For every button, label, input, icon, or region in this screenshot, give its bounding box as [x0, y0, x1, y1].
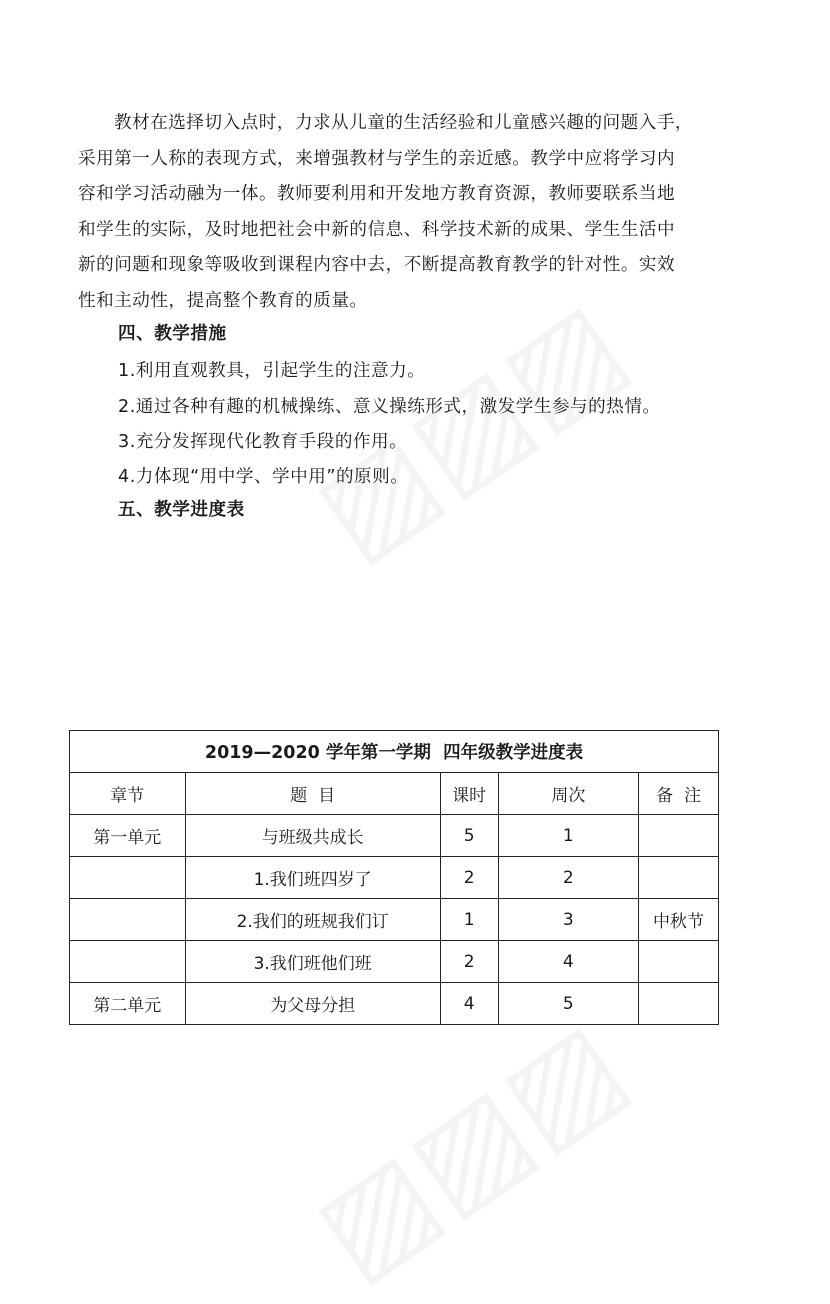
measure-item: 2.通过各种有趣的机械操练、意义操练形式，激发学生参与的热情。	[118, 397, 661, 417]
table-row	[70, 815, 719, 857]
section-heading-measures: 四、教学措施	[118, 324, 227, 344]
schedule-table	[69, 730, 719, 1025]
paragraph-line: 采用第一人称的表现方式，来增强教材与学生的亲近感。教学中应将学习内	[78, 148, 676, 169]
cell-notes: 中秋节	[639, 899, 719, 941]
header-chapter: 章节	[70, 773, 186, 815]
header-periods: 课时	[440, 773, 498, 815]
measure-item: 4.力体现“用中学、学中用”的原则。	[118, 467, 409, 487]
cell-periods: 2	[440, 857, 498, 899]
cell-week: 3	[498, 899, 639, 941]
table-row	[70, 941, 719, 983]
cell-week: 5	[498, 983, 639, 1025]
intro-paragraph	[78, 106, 768, 319]
cell-week: 4	[498, 941, 639, 983]
cell-chapter: 第一单元	[70, 815, 186, 857]
cell-week: 1	[498, 815, 639, 857]
cell-topic: 为父母分担	[185, 983, 440, 1025]
cell-notes	[639, 857, 719, 899]
cell-topic: 3.我们班他们班	[185, 941, 440, 983]
cell-topic: 与班级共成长	[185, 815, 440, 857]
table-row	[70, 983, 719, 1025]
watermark	[291, 995, 649, 1304]
header-notes: 备 注	[639, 773, 719, 815]
cell-chapter	[70, 941, 186, 983]
cell-periods: 1	[440, 899, 498, 941]
section-heading-schedule: 五、教学进度表	[118, 500, 245, 520]
measure-item: 1.利用直观教具，引起学生的注意力。	[118, 361, 426, 381]
cell-chapter: 第二单元	[70, 983, 186, 1025]
paragraph-line: 和学生的实际，及时地把社会中新的信息、科学技术新的成果、学生生活中	[78, 219, 676, 240]
table-title: 2019—2020 学年第一学期 四年级教学进度表	[70, 731, 719, 773]
paragraph-line: 教材在选择切入点时，力求从儿童的生活经验和儿童感兴趣的问题入手，	[114, 113, 694, 133]
header-week: 周次	[498, 773, 639, 815]
header-topic: 题 目	[185, 773, 440, 815]
paragraph-line: 容和学习活动融为一体。教师要利用和开发地方教育资源，教师要联系当地	[78, 184, 676, 204]
cell-notes	[639, 815, 719, 857]
cell-chapter	[70, 899, 186, 941]
cell-topic: 2.我们的班规我们订	[185, 899, 440, 941]
measure-item: 3.充分发挥现代化教育手段的作用。	[118, 432, 408, 452]
table-row	[70, 857, 719, 899]
cell-week: 2	[498, 857, 639, 899]
paragraph-line: 性和主动性，提高整个教育的质量。	[78, 290, 368, 311]
table-title-row	[70, 731, 719, 773]
paragraph-line: 新的问题和现象等吸收到课程内容中去，不断提高教育教学的针对性。实效	[78, 255, 676, 275]
table-row	[70, 899, 719, 941]
cell-periods: 5	[440, 815, 498, 857]
cell-periods: 4	[440, 983, 498, 1025]
cell-notes	[639, 941, 719, 983]
cell-topic: 1.我们班四岁了	[185, 857, 440, 899]
cell-chapter	[70, 857, 186, 899]
cell-notes	[639, 983, 719, 1025]
table-header-row	[70, 773, 719, 815]
cell-periods: 2	[440, 941, 498, 983]
